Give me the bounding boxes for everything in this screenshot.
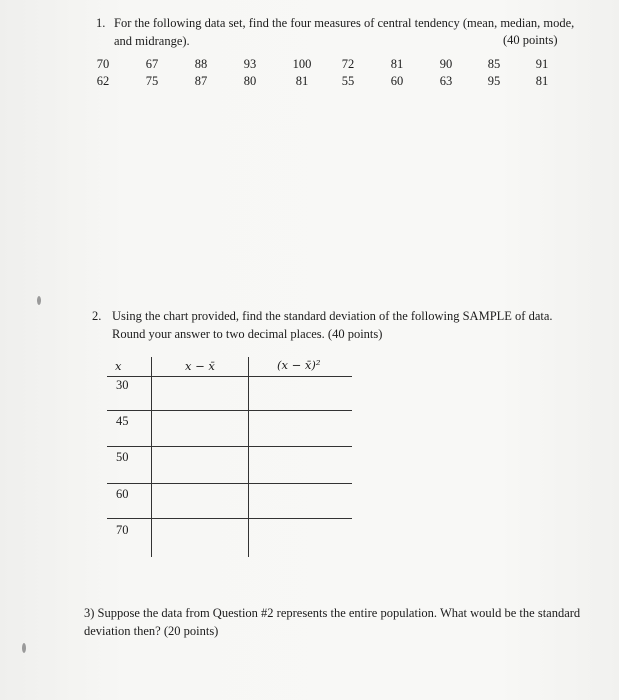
- table-row-divider: [107, 483, 352, 484]
- question-3-text: 3) Suppose the data from Question #2 represents the entire population. What would be the standard deviation then? (20 points): [84, 606, 581, 638]
- question-2-number: 2.: [92, 309, 102, 323]
- data-value: 90: [439, 57, 453, 71]
- header-squared-deviation: (x − x̄)²: [277, 358, 321, 372]
- table-value: 50: [116, 450, 129, 464]
- punch-mark: [37, 296, 41, 305]
- data-value: 60: [390, 74, 404, 88]
- question-1-number: 1.: [96, 16, 106, 30]
- table-row-divider: [107, 410, 352, 411]
- deviation-table: [107, 357, 352, 557]
- table-value: 30: [116, 378, 129, 392]
- question-2: [92, 307, 582, 343]
- header-deviation: x − x̄: [185, 359, 215, 373]
- data-value: 67: [145, 57, 159, 71]
- punch-mark: [22, 643, 26, 653]
- table-column-divider: [151, 357, 152, 557]
- table-row-divider: [107, 376, 352, 377]
- table-column-divider: [248, 357, 249, 557]
- data-value: 93: [243, 57, 257, 71]
- question-1-text: For the following data set, find the four measures of central tendency (mean, median, mode, and midrange).: [114, 16, 575, 48]
- data-value: 55: [341, 74, 355, 88]
- data-value: 87: [194, 74, 208, 88]
- data-value: 80: [243, 74, 257, 88]
- data-value: 62: [96, 74, 110, 88]
- data-value: 75: [145, 74, 159, 88]
- data-value: 81: [390, 57, 404, 71]
- data-row-1: [0, 57, 619, 75]
- data-value: 70: [96, 57, 110, 71]
- table-value: 45: [116, 414, 129, 428]
- table-row-divider: [107, 446, 352, 447]
- data-value: 100: [292, 57, 312, 71]
- table-row-divider: [107, 518, 352, 519]
- table-value: 60: [116, 487, 129, 501]
- data-value: 81: [535, 74, 549, 88]
- data-value: 72: [341, 57, 355, 71]
- data-value: 81: [295, 74, 309, 88]
- data-value: 91: [535, 57, 549, 71]
- data-value: 88: [194, 57, 208, 71]
- table-value: 70: [116, 523, 129, 537]
- data-row-2: [0, 74, 619, 92]
- data-value: 95: [487, 74, 501, 88]
- question-2-text: Using the chart provided, find the standard deviation of the following SAMPLE of data. Round your answer to two decimal places. (40 points): [112, 309, 553, 341]
- question-1-points: (40 points): [503, 33, 558, 47]
- header-x: x: [115, 359, 122, 373]
- data-value: 85: [487, 57, 501, 71]
- data-value: 63: [439, 74, 453, 88]
